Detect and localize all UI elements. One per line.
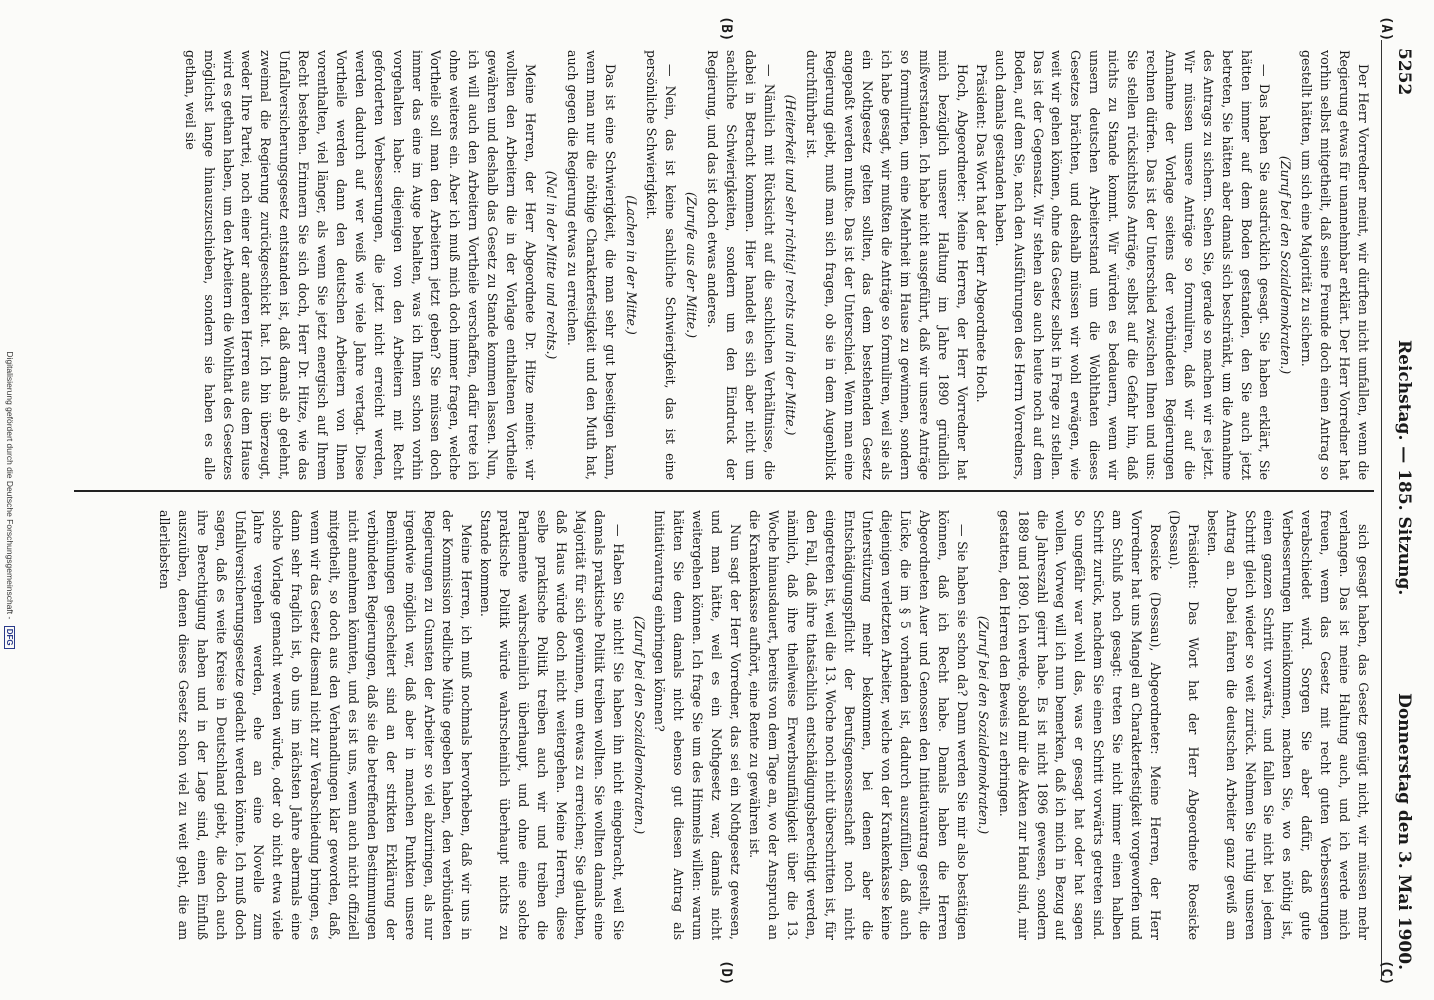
page-number: 5252 — [1394, 48, 1414, 96]
paragraph: Präsident: Das Wort hat der Herr Abgeordnete Hoch. — [973, 64, 989, 403]
left-text-column — [72, 50, 1372, 480]
paragraph: Nun sagt der Herr Vorredner, das sei ein Nothgesetz gewesen, und man hätte, weil es ein Nothgesetz war, damals nicht weitergehen können. Ich frage Sie um des Himmels willen: warum hätten Sie denn damals nicht ebenso gut diesen Antrag als Initiativantrag einbringen können? — [652, 510, 744, 940]
margin-marker-c: (C) — [1378, 960, 1394, 986]
right-text-column — [72, 510, 1372, 940]
running-header — [1384, 40, 1420, 980]
digitization-footer — [4, 0, 15, 1000]
paragraph: sich gesagt haben, das Gesetz genügt nicht, wir müssen mehr verlangen. Das ist meine Haltung auch, und ich werde mich freuen, wenn das Gesetz mit recht guten Verbesserungen verabschiedet wird. Sorgen Sie aber dafür, daß gute Verbesserungen hineinkommen, machen Sie, wo es nöthig ist, einen ganzen Schritt vorwärts, und fallen Sie nicht bei jedem Schritt gleich wieder so weit zurück. Nehmen Sie ruhig unseren Antrag an. Dabei fahren die deutschen Arbeiter ganz gewiß am besten. — [1204, 510, 1371, 940]
interjection: (Na! in der Mitte und rechts.) — [543, 170, 559, 360]
column-divider — [74, 490, 1374, 492]
paragraph: — Nein, das ist keine sachliche Schwierigkeit, das ist eine persönliche Schwierigkeit. — [644, 50, 679, 480]
session-date: Donnerstag den 3. Mai 1900. — [1394, 693, 1414, 970]
paragraph: Präsident: Das Wort hat der Herr Abgeordnete Roesicke (Dessau). — [1166, 510, 1201, 940]
interjection: (Zuruf bei den Sozialdemokraten.) — [1278, 155, 1294, 375]
margin-marker-d: (D) — [718, 960, 734, 986]
paragraph: Das ist eine Schwierigkeit, die man sehr gut beseitigen kann, wenn man nur die nöthige Charakterfestigkeit und den Muth hat, auch gegen die Regierung etwas zu erreichen. — [564, 50, 618, 480]
paragraph: — Haben Sie nicht! Sie haben ihn nicht eingebracht, weil Sie damals praktische Politik treiben wollten. Sie wollten damals eine Majorität für sich gewinnen, um etwas zu erreichen; Sie glaubten, daß Haus würde doch nicht weitergehen. Meine Herren, diese selbe praktische Politik treiben auch wir und treiben die Parlamente wahrscheinlich überhaupt, und ohne eine solche praktische Politik würde wahrscheinlich überhaupt nichts zu Stande kommen. — [478, 510, 626, 940]
dfg-logo: DFG — [4, 626, 15, 649]
interjection: (Zurufe aus der Mitte.) — [684, 192, 700, 338]
margin-marker-a: (A) — [1378, 16, 1394, 42]
interjection: (Lachen in der Mitte.) — [623, 195, 639, 335]
paragraph: — Nämlich mit Rücksicht auf die sachlichen Verhältnisse, die dabei in Betracht kommen. Hier handelt es sich aber nicht um sachliche Schwierigkeiten, sondern um den Eindruck der Regierung, und das ist doch etwas anderes. — [705, 50, 777, 480]
margin-marker-b: (B) — [718, 16, 734, 42]
interjection: (Heiterkeit und sehr richtig! rechts und in der Mitte.) — [782, 94, 798, 436]
paragraph: — Das haben Sie ausdrücklich gesagt. Sie haben erklärt, Sie hätten immer auf dem Boden gestanden, den Sie auch jetzt betreten, Sie hätten aber damals sich beschränkt, um die Annahme des Antrags zu sichern. Sehen Sie, gerade so machen wir es jetzt. Wir müssen unsere Anträge so formuliren, daß wir auf die Annahme der Vorlage seitens der verbündeten Regierungen rechnen dürfen. Das ist der Unterschied zwischen Ihnen und uns: Sie stellen rücksichtslos Anträge, selbst auf die Gefahr hin, daß nichts zu Stande kommt. Wir würden es bedauern, wenn wir unsern deutschen Arbeiterstand um die Wohlthaten dieses Gesetzes brächten, und deshalb müssen wir wohl erwägen, wie weit wir gehen können, ohne das Gesetz selbst in Frage zu stellen. Das ist der Gegensatz. Wir stehen also auch heute noch auf dem Boden, auf dem Sie, nach den Ausführungen des Herrn Vorredners, auch damals gestanden haben. — [992, 50, 1273, 480]
paragraph: — Sie haben sie schon da? Dann werden Sie mir also bestätigen können, daß ich Recht habe. Damals haben die Herren Abgeordneten Auer und Genossen den Initiativantrag gestellt, die Lücke, die im § 5 vorhanden ist, dadurch auszufüllen, daß auch diejenigen verletzten Arbeiter, welche von der Krankenkasse keine Unterstützung mehr bekommen, bei denen aber die Entschädigungspflicht der Berufsgenossenschaft noch nicht eingetreten ist, weil die 13. Woche noch nicht überschritten ist, für den Fall, daß ihre thatsächlich entschädigungsberechtigt werden, nämlich, daß ihre theilweise Erwerbsunfähigkeit über die 13. Woche hinausdauert, bereits von dem Tage an, wo der Anspruch an die Krankenkasse aufhört, eine Rente zu gewähren ist. — [747, 510, 970, 940]
interjection: (Zuruf bei den Sozialdemokraten.) — [631, 615, 647, 835]
footer-text: Digitalisierung gefördert durch die Deutsche Forschungsgemeinschaft - — [5, 351, 15, 620]
paragraph: Meine Herren, ich muß nochmals hervorheben, daß wir uns in der Kommission redliche Mühe gegeben haben, den verbündeten Regierungen zu Gunsten der Arbeiter so viel abzuringen, als nur irgendwie möglich war, daß aber in manchen Punkten unsere Bemühungen gescheitert sind an der strikten Erklärung der verbündeten Regierungen, daß sie die betreffenden Bestimmungen nicht annehmen könnten, und es ist uns, wenn auch nicht offiziell mitgetheilt, so doch aus den Verhandlungen klar geworden, daß, wenn wir das Gesetz diesmal nicht zur Verabschiedung bringen, es dann sehr fraglich ist, ob uns im nächsten Jahre abermals eine solche Vorlage gemacht werden würde, oder ob nicht etwa viele Jahre vergehen werden, ehe an eine Novelle zum Unfallversicherungsgesetze gedacht werden könnte. Ich muß doch sagen, daß es weite Kreise in Deutschland giebt, die doch auch ihre Berechtigung haben und in der Lage sind, einen Einfluß auszuüben, denen dieses Gesetz schon viel zu weit geht, die am allerliebsten — [156, 510, 475, 940]
session-title: Reichstag. — 185. Sitzung. — [1394, 340, 1414, 596]
paragraph: Hoch, Abgeordneter: Meine Herren, der Herr Vorredner hat mich bezüglich unserer Haltung im Jahre 1890 gründlich mißverstanden. Ich habe nicht ausgeführt, daß wir unsere Anträge so formulirten, um eine Mehrheit im Hause zu gewinnen, sondern ich habe gesagt, wir mußten die Anträge so formuliren, weil sie als ein Nothgesetz gelten sollten, das dem bestehenden Gesetz angepaßt werden mußte. Das ist der Unterschied. Wenn man eine Regierung giebt, muß man sich fragen, ob sie in dem Augenblick durchführbar ist. — [803, 50, 970, 480]
interjection: (Zuruf bei den Sozialdemokraten.) — [975, 615, 991, 835]
paragraph: Meine Herren, der Herr Abgeordnete Dr. Hitze meinte: wir wollten den Arbeitern die in der Vorlage enthaltenen Vortheile gewähren und deshalb das Gesetz zu Stande kommen lassen. Nun, ich will auch den Arbeitern Vortheile verschaffen, dafür trete ich ohne weiteres ein. Aber ich muß mich doch immer fragen, welche Vortheile soll man den Arbeitern jetzt geben? Sie müssen doch immer das eine im Auge behalten, was ich Ihnen schon vorhin vorgehalten habe: diejenigen von den Arbeitern mit Recht geforderten Verbesserungen, die jetzt nicht erreicht werden, werden dadurch auf wer weiß wie viele Jahre vertagt. Diese Vortheile werden dann den deutschen Arbeitern von Ihnen vorenthalten, viel länger, als wenn Sie jetzt energisch auf Ihrem Recht bestehen. Erinnern Sie sich doch, Herr Dr. Hitze, wie das Unfallversicherungsgesetz entstanden ist, daß damals ab gelehnt, zweimal die Regierung zurückgeschickt hat. Ich bin überzeugt, weder Ihre Partei, noch einer der anderen Herren aus dem Hause wird es gethan haben, um den Arbeitern die Wohlthat des Gesetzes möglichst lange hinauszuschieben, sondern sie haben es alle gethan, weil sie — [182, 50, 539, 480]
paragraph: Der Herr Vorredner meint, wir dürften nicht umfallen, wenn die Regierung etwas für unannehmbar erklärt. Der Herr Vorredner hat vorhin selbst mitgetheilt, daß seine Freunde doch einen Antrag so gestellt hätten, um sich eine Majorität zu sichern. — [1299, 50, 1371, 480]
header-rule — [1381, 40, 1382, 980]
paragraph: Roesicke (Dessau), Abgeordneter: Meine Herren, der Herr Vorredner hat uns Mangel an Charakterfestigkeit vorgeworfen und am Schluß noch gesagt: treten Sie nicht immer einen halben Schritt zurück, nachdem Sie einen Schritt vorwärts getreten sind. So ungefähr war wohl das, was er gesagt hat oder hat sagen wollen. Vorweg will ich nun bemerken, daß ich mich in Bezug auf die Jahreszahl geirrt habe. Es ist nicht 1896 gewesen, sondern 1889 und 1890. Ich werde, sobald mir die Akten zur Hand sind, mir gestatten, den Herren den Beweis zu erbringen. — [996, 510, 1164, 940]
